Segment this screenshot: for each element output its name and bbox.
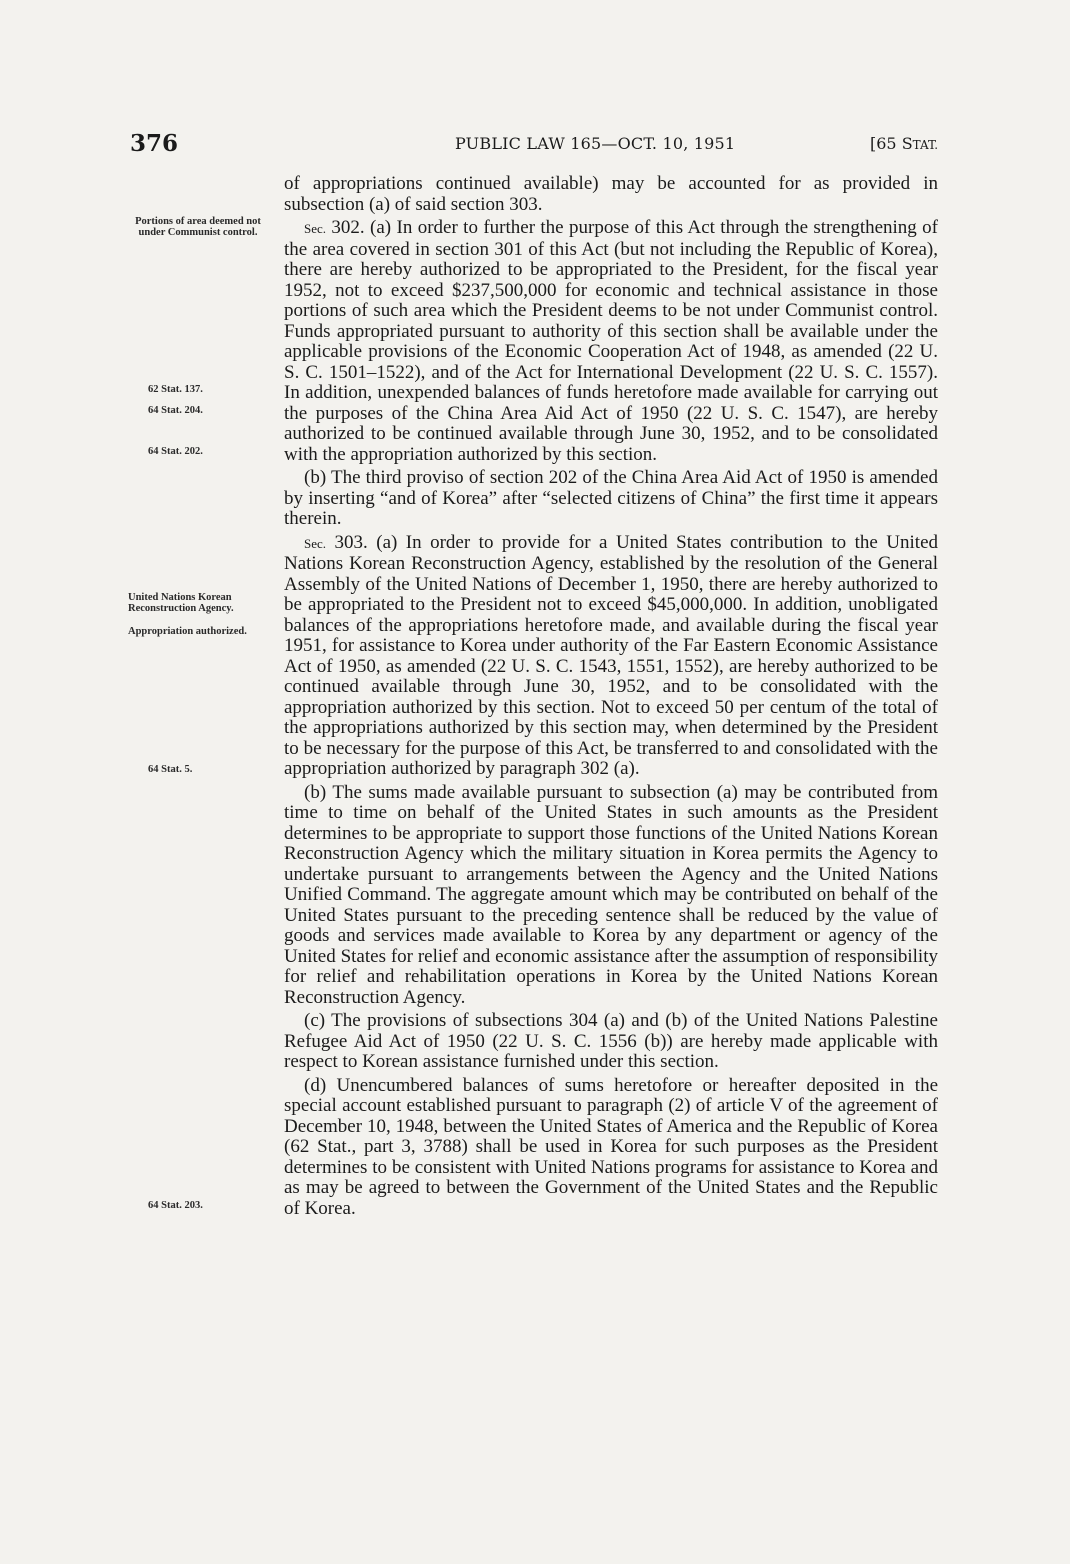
running-title: PUBLIC LAW 165—OCT. 10, 1951 (455, 134, 736, 153)
paragraph-continuation: of appropriations continued available) may be accounted for as provided in subsection (a) of said section 303. (284, 173, 938, 215)
paragraph-sec-302-b: (b) The third proviso of section 202 of the China Area Aid Act of 1950 is amended by inserting “and of Korea” after “selected citizens of China” the first time it appears therein. (284, 467, 938, 529)
paragraph-sec-303-c: (c) The provisions of subsections 304 (a) and (b) of the United Nations Palestine Refugee Aid Act of 1950 (22 U. S. C. 1556 (b)) are hereby made applicable with respect to Korean assistance furnished under this section. (284, 1010, 938, 1072)
sidenote-62-stat-137: 62 Stat. 137. (148, 384, 203, 395)
sidenote-64-stat-5: 64 Stat. 5. (148, 764, 193, 775)
sidenote-unkra: United Nations Korean Reconstruction Agency. (128, 592, 234, 614)
page-number: 376 (130, 130, 179, 157)
paragraph-sec-303-b: (b) The sums made available pursuant to subsection (a) may be contributed from time to time on behalf of the United States in such amounts as the President determines to be appropriate to support those functions of the United Nations Korean Reconstruction Agency which the military situation in Korea permits the Agency to undertake pursuant to arrangements between the Agency and the United Nations Unified Command. The aggregate amount which may be contributed on behalf of the United States pursuant to the preceding sentence shall be reduced by the value of goods and services made available to Korea by any department or agency of the United States for relief and economic assistance after the assumption of responsibility for relief and rehabilitation operations in Korea by the United Nations Korean Reconstruction Agency. (284, 781, 938, 1008)
paragraph-sec-302-a (284, 218, 938, 465)
paragraph-sec-303-a (284, 533, 938, 780)
statute-body (284, 174, 938, 1222)
section-abbreviation: Sec. (304, 535, 327, 551)
sidenote-appropriation-authorized: Appropriation authorized. (128, 626, 247, 637)
sidenote-64-stat-204: 64 Stat. 204. (148, 405, 203, 416)
paragraph-text: 303. (a) In order to provide for a United States contribution to the United Nations Korean Reconstruction Agency, established by the resolution of the General Assembly of the United Nations of December 1, 1950, there are hereby authorized to be appropriated to the President not to exceed $45,000,000. In addition, unobligated balances of the appropriations heretofore made, and available during the fiscal year 1951, for assistance to Korea under authority of the Far Eastern Economic Assistance Act of 1950, as amended (22 U. S. C. 1543, 1551, 1552), are hereby authorized to be continued available through June 30, 1952, and to be consolidated with the appropriation authorized by this section. Not to exceed 50 per centum of the total of the appropriations authorized by this section may, when determined by the President to be necessary for the purpose of this Act, be transferred to and consolidated with the appropriation authorized by paragraph 302 (a). (284, 531, 938, 779)
statute-reference-prefix: [65 S (870, 134, 913, 153)
section-abbreviation: Sec. (304, 221, 327, 236)
sidenote-64-stat-202: 64 Stat. 202. (148, 446, 203, 457)
statute-reference (870, 134, 938, 153)
sidenote-64-stat-203: 64 Stat. 203. (148, 1200, 203, 1211)
statute-reference-smallcaps: TAT. (912, 138, 939, 152)
paragraph-text: 302. (a) In order to further the purpose of this Act through the strengthening of the area covered in section 301 of this Act (but not including the Republic of Korea), there are hereby authorized to be appropriated to the President, for the fiscal year 1952, not to exceed $237,500,000 for economic and technical assistance in those portions of such area which the President deems to be not under Communist control. Funds appropriated pursuant to authority of this section shall be available under the applicable provisions of the Economic Cooperation Act of 1948, as amended (22 U. S. C. 1501–1522), and of the Act for International Development (22 U. S. C. 1557). In addition, unexpended balances of funds heretofore made available for carrying out the purposes of the China Area Aid Act of 1950 (22 U. S. C. 1547), are hereby authorized to be continued available through June 30, 1952, and to be consolidated with the appropriation authorized by this section. (284, 217, 939, 465)
page-header (0, 130, 1070, 160)
paragraph-sec-303-d: (d) Unencumbered balances of sums heretofore or hereafter deposited in the special account established pursuant to paragraph (2) of article V of the agreement of December 10, 1948, between the United States of America and the Republic of Korea (62 Stat., part 3, 3788) shall be used in Korea for such purposes as the President determines to be consistent with United Nations programs for assistance to Korea and as may be agreed to between the Government of the United States and the Republic of Korea. (284, 1074, 938, 1219)
sidenote-portions: Portions of area deemed not under Communist control. (135, 216, 261, 238)
